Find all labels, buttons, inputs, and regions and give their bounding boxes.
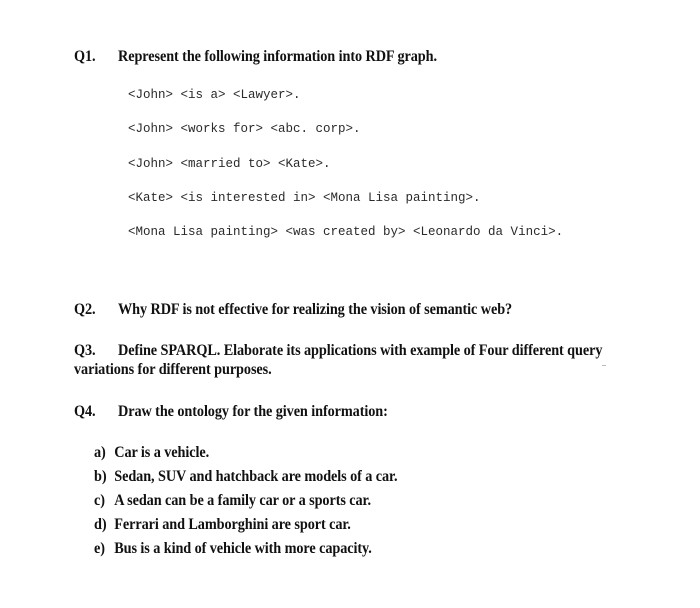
list-marker: d): [94, 516, 107, 533]
rdf-triple-3: <John> <married to> <Kate>.: [128, 157, 331, 171]
question-4-text: Draw the ontology for the given information:: [118, 403, 388, 420]
question-4-number: Q4.: [74, 403, 96, 420]
list-marker: b): [94, 468, 107, 485]
question-3-number: Q3.: [74, 342, 96, 359]
question-1-number: Q1.: [74, 48, 96, 65]
rdf-triple-1: <John> <is a> <Lawyer>.: [128, 88, 301, 102]
list-item-text: A sedan can be a family car or a sports car.: [114, 492, 371, 509]
list-item-text: Sedan, SUV and hatchback are models of a car.: [114, 468, 398, 485]
question-2-number: Q2.: [74, 301, 96, 318]
list-item-text: Ferrari and Lamborghini are sport car.: [114, 516, 351, 533]
list-item-text: Car is a vehicle.: [114, 444, 210, 461]
rdf-triple-5: <Mona Lisa painting> <was created by> <Leonardo da Vinci>.: [128, 225, 564, 239]
scan-mark: [602, 365, 606, 366]
ontology-item-a: [94, 444, 209, 462]
list-marker: e): [94, 540, 105, 557]
ontology-item-c: [94, 492, 371, 510]
list-marker: c): [94, 492, 105, 509]
question-1-text: Represent the following information into RDF graph.: [118, 48, 437, 65]
question-3-text-line-2: variations for different purposes.: [74, 361, 272, 378]
rdf-triple-2: <John> <works for> <abc. corp>.: [128, 122, 361, 136]
ontology-item-b: [94, 468, 397, 486]
list-marker: a): [94, 444, 106, 461]
question-2-text: Why RDF is not effective for realizing the vision of semantic web?: [118, 301, 513, 318]
list-item-text: Bus is a kind of vehicle with more capacity.: [114, 540, 372, 557]
ontology-item-d: [94, 516, 351, 534]
rdf-triple-4: <Kate> <is interested in> <Mona Lisa painting>.: [128, 191, 481, 205]
question-3-text-line-1: Define SPARQL. Elaborate its applications with example of Four different query: [118, 342, 603, 359]
ontology-item-e: [94, 540, 372, 558]
